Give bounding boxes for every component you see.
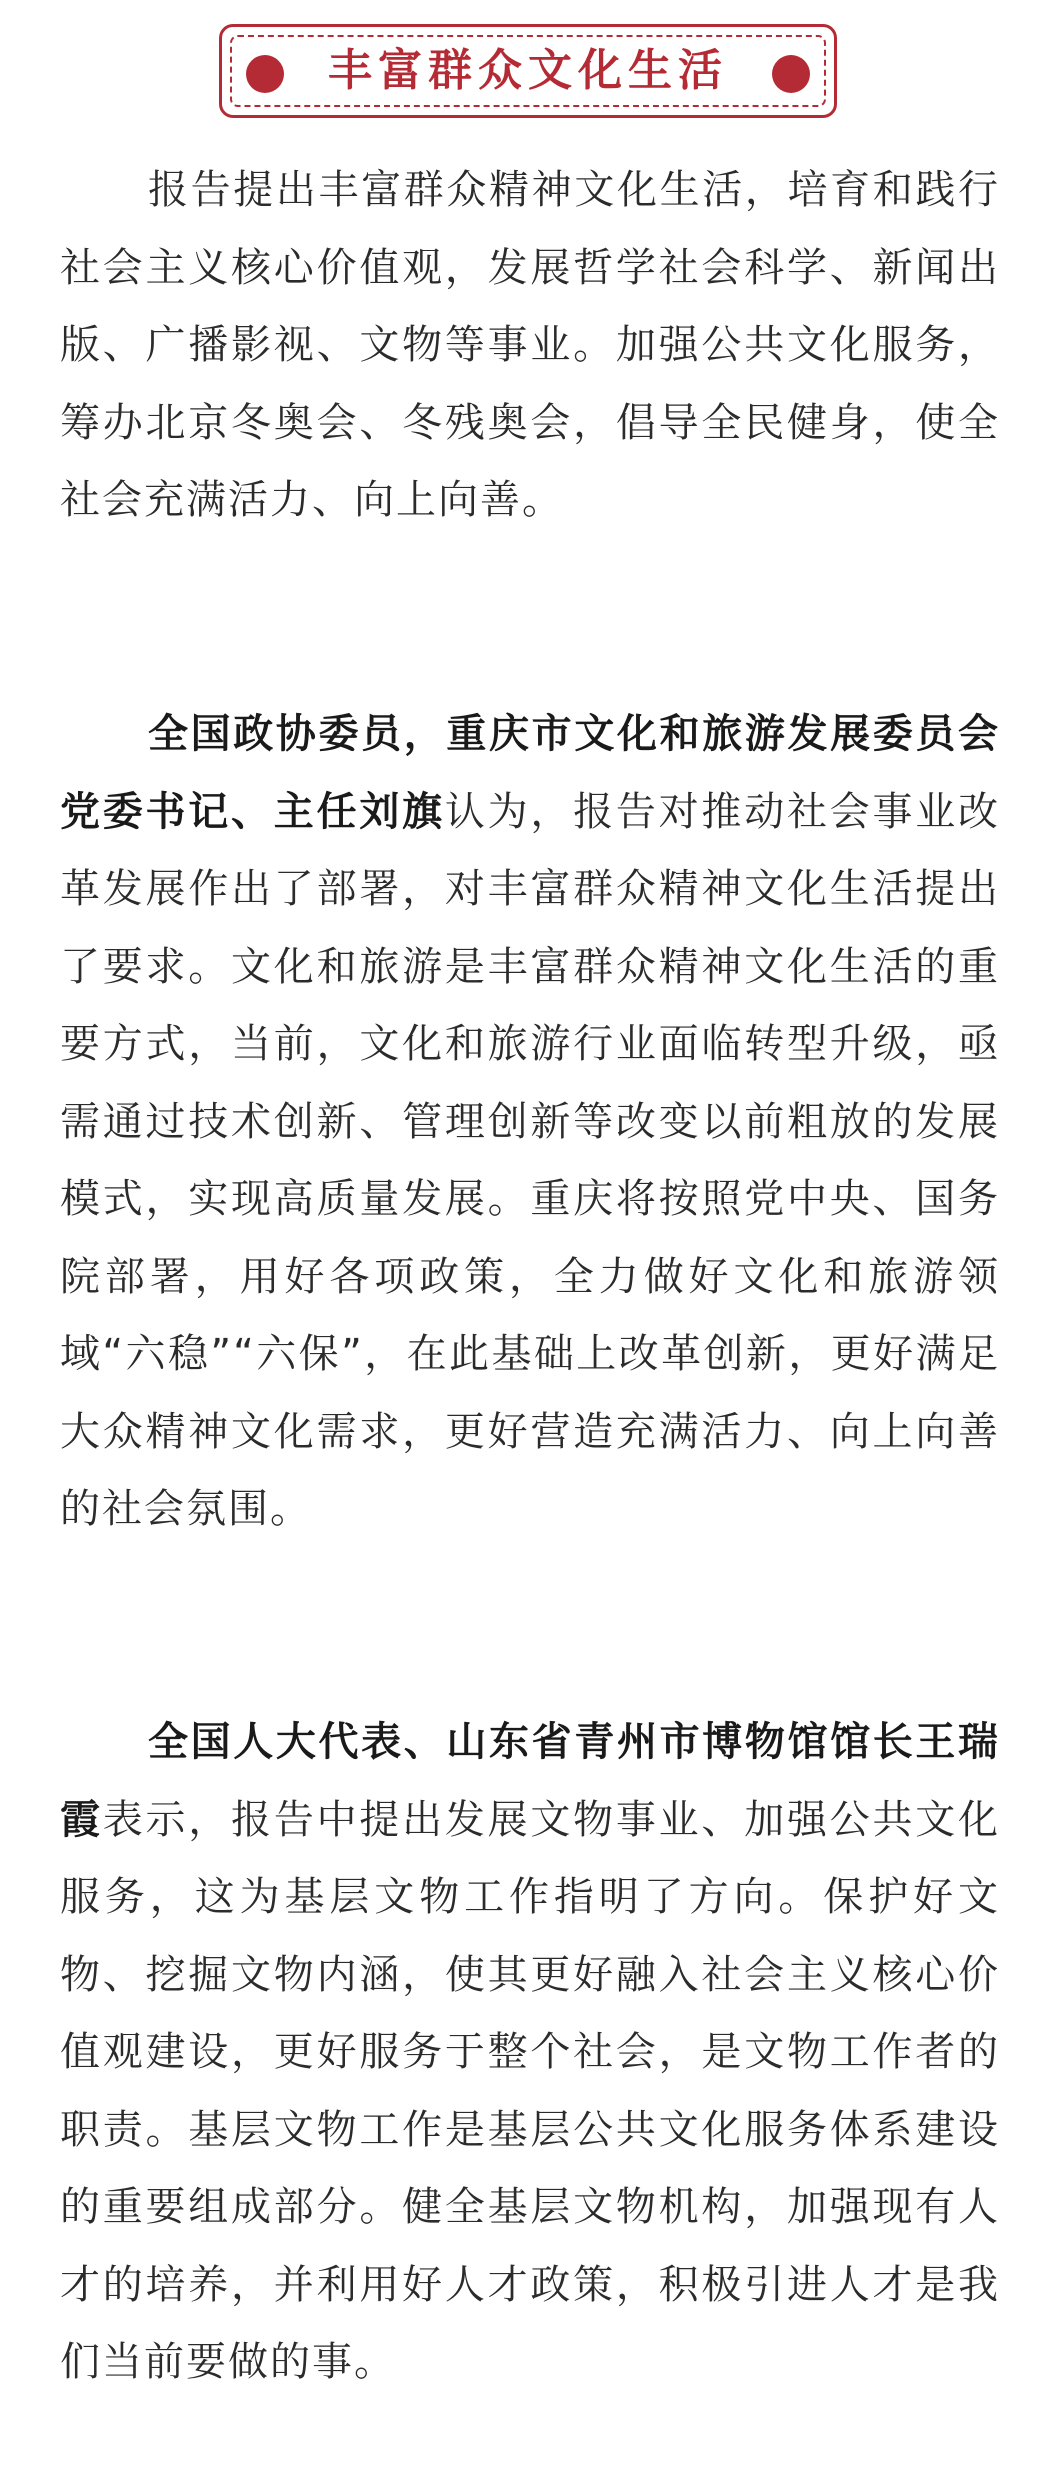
paragraph-liuqi [60,696,1000,1549]
speaker-name: 全国政协委员，重庆市文化和旅游发展委员会党委书记、主任刘旗 [60,711,1000,835]
paragraph-intro [60,152,1000,540]
paragraph-wangruixia [60,1704,1000,2402]
speaker-name: 全国人大代表、山东省青州市博物馆馆长王瑞霞 [60,1719,1000,1843]
section-header-badge [219,24,837,118]
right-dot-icon [772,55,810,93]
quote-text: 表示，报告中提出发展文物事业、加强公共文化服务，这为基层文物工作指明了方向。保护好文物、挖掘文物内涵，使其更好融入社会主义核心价值观建设，更好服务于整个社会，是文物工作者的职责。基层文物工作是基层公共文化服务体系建设的重要组成部分。健全基层文物机构，加强现有人才的培养，并利用好人才政策，积极引进人才是我们当前要做的事。 [60,1796,1001,2385]
paragraph-intro-text: 报告提出丰富群众精神文化生活，培育和践行社会主义核心价值观，发展哲学社会科学、新闻出版、广播影视、文物等事业。加强公共文化服务，筹办北京冬奥会、冬残奥会，倡导全民健身，使全社会充满活力、向上向善。 [60,167,1000,523]
left-dot-icon [246,55,284,93]
section-title: 丰富群众文化生活 [328,45,728,96]
quote-text: 认为，报告对推动社会事业改革发展作出了部署，对丰富群众精神文化生活提出了要求。文化和旅游是丰富群众精神文化生活的重要方式，当前，文化和旅游行业面临转型升级，亟需通过技术创新、管理创新等改变以前粗放的发展模式，实现高质量发展。重庆将按照党中央、国务院部署，用好各项政策，全力做好文化和旅游领域“六稳”“六保”，在此基础上改革创新，更好满足大众精神文化需求，更好营造充满活力、向上向善的社会氛围。 [60,788,1001,1532]
